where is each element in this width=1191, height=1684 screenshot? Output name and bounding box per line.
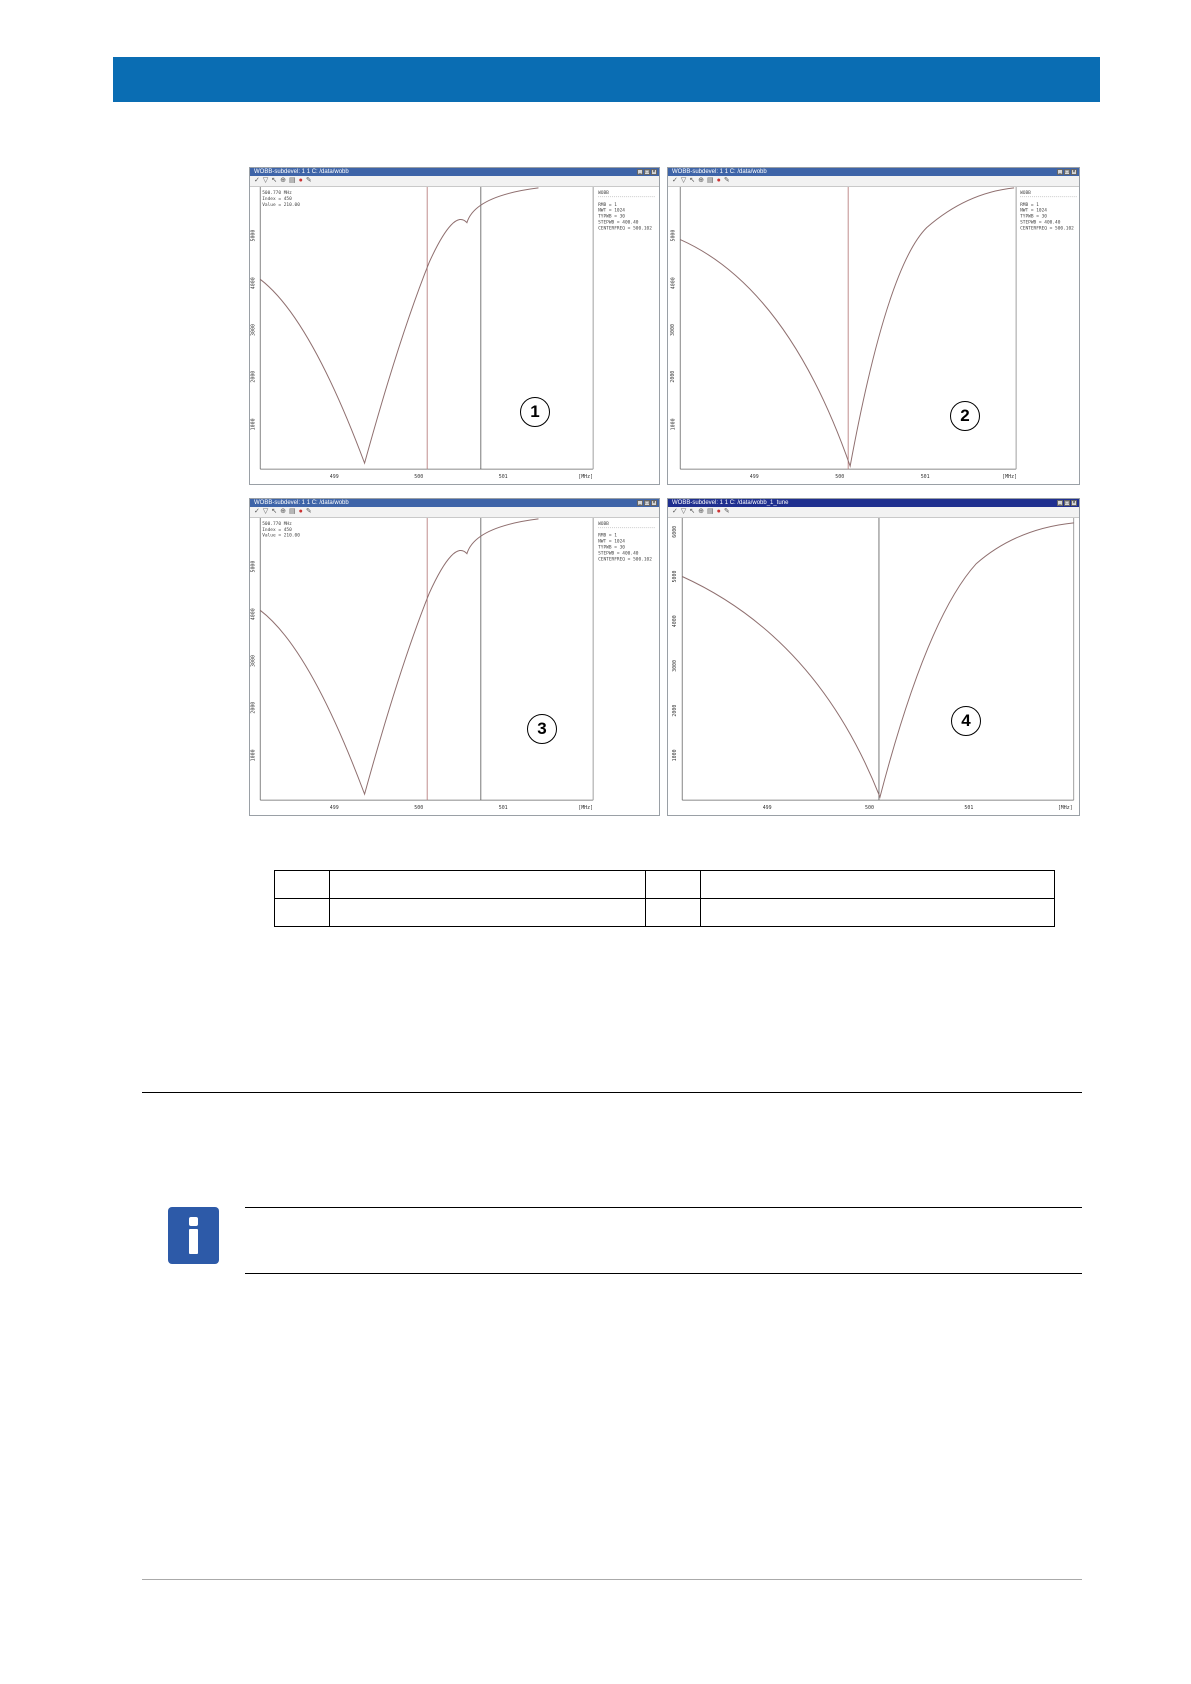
y-tick: 4000 [670,277,677,290]
section-divider [142,1092,1082,1093]
chart-icon[interactable]: ▤ [707,508,714,515]
x-tick: 500 [414,805,424,812]
check-icon[interactable]: ✓ [672,177,678,184]
zoom-icon[interactable]: ⊕ [280,177,287,184]
params-title: WOBB [598,521,609,527]
param-line: TYPWB = 30 [598,545,625,551]
param-line: STEPWB = 400.40 [1020,220,1061,226]
pen-icon[interactable]: ✎ [723,177,730,184]
close-icon[interactable]: × [1072,169,1076,175]
y-tick: 1000 [670,418,677,431]
param-line: STEPWB = 400.40 [598,220,639,226]
param-line: NWT = 1024 [598,208,625,214]
y-tick: 5000 [250,229,257,242]
table-cell [275,899,330,927]
stop-icon[interactable]: ● [716,508,721,515]
window-title: WOBB-subdevel: 1 1 C: /data/wobb [254,500,349,506]
wobble-window-1[interactable] [249,167,660,485]
window-toolbar [250,176,659,187]
check-icon[interactable]: ✓ [254,508,260,515]
y-tick: 2000 [670,370,677,383]
x-tick: 500 [414,474,424,481]
chart-icon[interactable]: ▤ [707,177,714,184]
table-cell [701,899,1055,927]
y-tick-labels [250,230,256,431]
readout-line: Value = 210.00 [262,533,300,539]
callout-2: 2 [950,401,980,431]
chart-icon[interactable]: ▤ [289,508,296,515]
x-tick: [MHz] [1057,805,1073,812]
param-line: NWT = 1024 [1020,208,1047,214]
maximize-icon[interactable]: □ [645,500,649,506]
cursor-icon[interactable]: ↖ [271,508,278,515]
readout-line: Index = 450 [262,527,292,533]
pen-icon[interactable]: ✎ [723,508,730,515]
param-line: NWT = 1024 [598,539,625,545]
filter-icon[interactable]: ▽ [680,177,687,184]
window-controls [637,500,657,506]
cursor-icon[interactable]: ↖ [271,177,278,184]
x-tick: 499 [762,805,772,812]
readout-line: 500.770 MHz [262,190,292,196]
window-title: WOBB-subdevel: 1 1 C: /data/wobb [254,169,349,175]
param-line: CENTERFREQ = 500.102 [598,226,652,232]
cursor-icon[interactable]: ↖ [689,177,696,184]
window-title: WOBB-subdevel: 1 1 C: /data/wobb [672,169,767,175]
y-tick: 2000 [672,704,679,717]
close-icon[interactable]: × [1072,500,1076,506]
window-toolbar [250,507,659,518]
param-line: TYPWB = 30 [598,214,625,220]
wobble-plot-4 [668,499,1079,815]
minimize-icon[interactable]: _ [638,169,642,175]
table-row [275,899,1055,927]
y-tick: 1000 [672,749,679,762]
window-titlebar[interactable] [250,499,659,507]
zoom-icon[interactable]: ⊕ [698,508,705,515]
minimize-icon[interactable]: _ [638,500,642,506]
callout-3: 3 [527,714,557,744]
table-cell [701,871,1055,899]
readout-line: 500.770 MHz [262,521,292,527]
wobble-plot-3 [250,499,659,815]
window-toolbar [668,507,1079,518]
params-title: WOBB [598,190,609,196]
close-icon[interactable]: × [652,169,656,175]
check-icon[interactable]: ✓ [254,177,260,184]
y-tick: 3000 [250,654,257,667]
wobble-plot-1 [250,168,659,484]
table-cell [329,871,645,899]
info-icon [168,1207,219,1264]
table-row [275,871,1055,899]
window-titlebar[interactable] [668,499,1079,507]
y-tick: 5000 [672,570,679,583]
filter-icon[interactable]: ▽ [262,177,269,184]
x-tick: [MHz] [578,805,594,812]
zoom-icon[interactable]: ⊕ [698,177,705,184]
x-tick: 500 [865,805,875,812]
chart-icon[interactable]: ▤ [289,177,296,184]
window-title: WOBB-subdevel: 1 1 C: /data/wobb_1_tune [672,500,789,506]
y-tick: 4000 [250,277,257,290]
minimize-icon[interactable]: _ [1058,500,1062,506]
param-line: RMB = 1 [598,533,617,539]
params-title: WOBB [1020,190,1031,196]
stop-icon[interactable]: ● [716,177,721,184]
x-tick: 501 [920,474,930,481]
param-line: STEPWB = 400.40 [598,551,639,557]
footer-rule [142,1579,1082,1580]
y-tick: 2000 [250,701,257,714]
table-cell [275,871,330,899]
y-tick: 1000 [250,749,257,762]
pen-icon[interactable]: ✎ [305,177,312,184]
param-line: RMB = 1 [598,202,617,208]
window-toolbar [668,176,1079,187]
param-line: RMB = 1 [1020,202,1039,208]
window-titlebar[interactable] [250,168,659,176]
x-tick: 499 [329,474,339,481]
callout-4: 4 [951,706,981,736]
filter-icon[interactable]: ▽ [262,508,269,515]
x-tick: 500 [835,474,845,481]
param-line: TYPWB = 30 [1020,214,1047,220]
x-tick: 501 [964,805,974,812]
stop-icon[interactable]: ● [298,177,303,184]
header-banner [113,57,1100,102]
note-bottom-rule [245,1273,1082,1274]
y-tick: 4000 [250,608,257,621]
y-tick: 6000 [672,525,679,538]
maximize-icon[interactable]: □ [1065,169,1069,175]
window-controls [1057,169,1077,175]
readout-line: Value = 210.00 [262,202,300,208]
table-cell [329,899,645,927]
wobble-window-2[interactable] [667,167,1080,485]
wobble-window-4[interactable] [667,498,1080,816]
x-tick: [MHz] [1002,474,1018,481]
x-tick: 501 [498,474,508,481]
y-tick: 3000 [672,659,679,672]
wobble-plot-2 [668,168,1079,484]
param-line: CENTERFREQ = 500.102 [598,557,652,563]
stop-icon[interactable]: ● [298,508,303,515]
figure-legend-table [274,870,1055,927]
close-icon[interactable]: × [652,500,656,506]
window-controls [637,169,657,175]
y-tick: 5000 [670,229,677,242]
x-tick: [MHz] [578,474,594,481]
y-tick: 2000 [250,370,257,383]
y-tick: 1000 [250,418,257,431]
window-controls [1057,500,1077,506]
callout-1: 1 [520,397,550,427]
y-tick: 5000 [250,560,257,573]
table-cell [645,899,701,927]
y-tick: 3000 [670,323,677,336]
x-tick: 501 [498,805,508,812]
param-line: CENTERFREQ = 500.102 [1020,226,1074,232]
filter-icon[interactable]: ▽ [680,508,687,515]
x-tick: 499 [329,805,339,812]
table-cell [645,871,701,899]
y-tick: 3000 [250,323,257,336]
x-tick: 499 [749,474,759,481]
y-tick: 4000 [672,615,679,628]
window-titlebar[interactable] [668,168,1079,176]
check-icon[interactable]: ✓ [672,508,678,515]
note-top-rule [245,1207,1082,1208]
pen-icon[interactable]: ✎ [305,508,312,515]
minimize-icon[interactable]: _ [1058,169,1062,175]
readout-line: Index = 450 [262,196,292,202]
zoom-icon[interactable]: ⊕ [280,508,287,515]
maximize-icon[interactable]: □ [645,169,649,175]
maximize-icon[interactable]: □ [1065,500,1069,506]
cursor-icon[interactable]: ↖ [689,508,696,515]
wobble-window-3[interactable] [249,498,660,816]
